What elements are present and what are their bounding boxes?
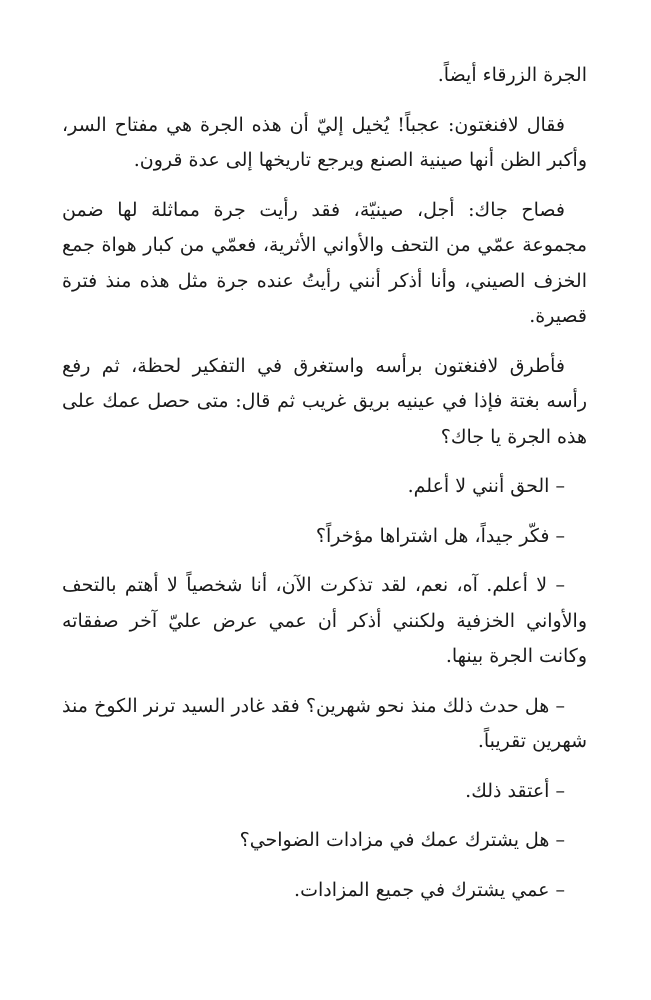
dialogue-line-1: – الحق أنني لا أعلم. bbox=[407, 475, 565, 497]
dialogue-line-3: – لا أعلم. آه، نعم، لقد تذكرت الآن، أنا شخصياً لا أهتم بالتحف والأواني الخزفية ولكنني أذكر أن عمي عرض عليّ آخر صفقاته وكانت الجرة بينها. bbox=[62, 574, 587, 667]
paragraph-2: فقال لافنغتون: عجباً! يُخيل إليّ أن هذه الجرة هي مفتاح السر، وأكبر الظن أنها صينية الصنع ويرجع تاريخها إلى عدة قرون. bbox=[62, 113, 587, 171]
dialogue-line-2: – فكّر جيداً، هل اشتراها مؤخراً؟ bbox=[315, 524, 565, 547]
document-page bbox=[62, 58, 587, 908]
paragraph-3: فصاح جاك: أجل، صينيّة، فقد رأيت جرة مماثلة لها ضمن مجموعة عمّي من التحف والأواني الأثرية، فعمّي من كبار هواة جمع الخزف الصيني، وأنا أذكر أنني رأيتُ عنده جرة مثل هذه منذ فترة قصيرة. bbox=[62, 198, 587, 327]
dialogue-line-5: – أعتقد ذلك. bbox=[465, 779, 565, 802]
dialogue-line-4: – هل حدث ذلك منذ نحو شهرين؟ فقد غادر السيد ترنر الكوخ منذ شهرين تقريباً. bbox=[62, 694, 587, 752]
dialogue-line-7: – عمي يشترك في جميع المزادات. bbox=[294, 878, 565, 901]
dialogue-line-6: – هل يشترك عمك في مزادات الضواحي؟ bbox=[239, 829, 565, 851]
paragraph-4: فأطرق لافنغتون برأسه واستغرق في التفكير لحظة، ثم رفع رأسه بغتة فإذا في عينيه بريق غريب ثم قال: متى حصل عمك على هذه الجرة يا جاك؟ bbox=[62, 354, 587, 448]
paragraph-1: الجرة الزرقاء أيضاً. bbox=[437, 64, 587, 86]
